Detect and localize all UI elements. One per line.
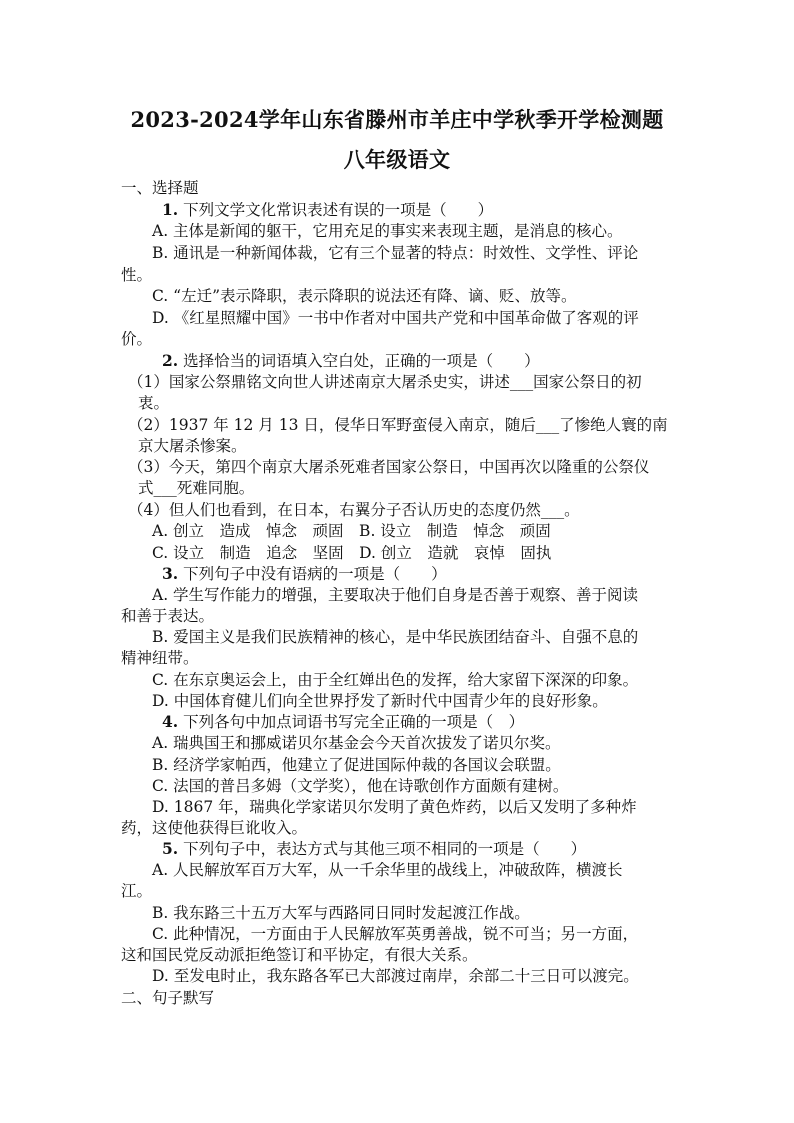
options-c-d: C. 设立 制造 追念 坚固 D. 创立 造就 哀悼 固执 xyxy=(152,544,552,562)
option-a: A. 人民解放军百万大军，从一千余华里的战线上，冲破敌阵，横渡长 xyxy=(152,861,623,879)
option-b: B. 我东路三十五万大军与西路同日同时发起渡江作战。 xyxy=(152,904,530,922)
question-number: 3. xyxy=(162,564,179,583)
sub-item-2-cont: 京大屠杀惨案。 xyxy=(138,437,247,455)
option-d: D. 中国体育健儿们向全世界抒发了新时代中国青少年的良好形象。 xyxy=(152,692,608,710)
option-a: A. 主体是新闻的躯干，它用充足的事实来表现主题，是消息的核心。 xyxy=(152,222,623,240)
option-a-cont: 江。 xyxy=(121,882,153,900)
sub-item-4: （4）但人们也看到，在日本，右翼分子否认历史的态度仍然___。 xyxy=(128,501,580,519)
option-d: D. 《红星照耀中国》一书中作者对中国共产党和中国革命做了客观的评 xyxy=(152,309,639,327)
option-d-cont: 价。 xyxy=(121,330,153,348)
option-c: C. 此种情况，一方面由于人民解放军英勇善战，锐不可当；另一方面， xyxy=(152,925,639,943)
sub-item-3-cont: 式___死难同胞。 xyxy=(138,479,255,497)
option-b-cont: 精神纽带。 xyxy=(121,649,199,667)
sub-item-1-cont: 衷。 xyxy=(138,394,170,412)
document-title: 2023-2024学年山东省滕州市羊庄中学秋季开学检测题 xyxy=(130,107,664,132)
question-5 xyxy=(162,839,586,859)
option-d: D. 1867 年，瑞典化学家诺贝尔发明了黄色炸药，以后又发明了多种炸 xyxy=(152,798,637,816)
option-b: B. 通讯是一种新闻体裁，它有三个显著的特点：时效性、文学性、评论 xyxy=(152,244,639,262)
option-d: D. 至发电时止，我东路各军已大部渡过南岸，余部二十三日可以渡完。 xyxy=(152,967,639,985)
question-number: 5. xyxy=(162,839,179,858)
question-stem: 下列句子中没有语病的一项是（ ） xyxy=(183,565,447,583)
option-a: A. 瑞典国王和挪威诺贝尔基金会今天首次拔发了诺贝尔奖。 xyxy=(152,734,561,752)
sub-item-3: （3）今天，第四个南京大屠杀死难者国家公祭日，中国再次以隆重的公祭仪 xyxy=(128,458,650,476)
option-b-cont: 性。 xyxy=(121,266,153,284)
question-1 xyxy=(162,200,493,220)
question-number: 4. xyxy=(162,712,179,731)
question-3 xyxy=(162,564,447,584)
option-c-cont: 这和国民党反动派拒绝签订和平协定，有很大关系。 xyxy=(121,946,478,964)
option-c: C. 法国的普吕多姆（文学奖），他在诗歌创作方面颇有建树。 xyxy=(152,777,569,795)
document-subtitle: 八年级语文 xyxy=(343,147,451,172)
sub-item-2: （2）1937 年 12 月 13 日，侵华日军野蛮侵入南京，随后___了惨绝人寰的南 xyxy=(128,416,668,434)
option-c: C. 在东京奥运会上，由于全红婵出色的发挥，给大家留下深深的印象。 xyxy=(152,671,639,689)
question-stem: 下列各句中加点词语书写完全正确的一项是（ ） xyxy=(183,713,525,731)
question-number: 1. xyxy=(162,200,179,219)
options-a-b: A. 创立 造成 悼念 顽固 B. 设立 制造 悼念 顽固 xyxy=(152,522,551,540)
option-a: A. 学生写作能力的增强，主要取决于他们自身是否善于观察、善于阅读 xyxy=(152,586,639,604)
option-a-cont: 和善于表达。 xyxy=(121,607,215,625)
option-b: B. 经济学家帕西，他建立了促进国际仲裁的各国议会联盟。 xyxy=(152,756,561,774)
question-2 xyxy=(162,351,540,371)
sub-item-1: （1）国家公祭鼎铭文向世人讲述南京大屠杀史实，讲述___国家公祭日的初 xyxy=(128,373,642,391)
question-stem: 下列文学文化常识表述有误的一项是（ ） xyxy=(183,201,494,219)
option-d-cont: 药，这使他获得巨讹收入。 xyxy=(121,819,308,837)
option-c: C. “左迁”表示降职，表示降职的说法还有降、谪、贬、放等。 xyxy=(152,287,577,305)
option-b: B. 爱国主义是我们民族精神的核心，是中华民族团结奋斗、自强不息的 xyxy=(152,628,639,646)
section-heading-choice: 一、选择题 xyxy=(121,179,199,197)
question-stem: 选择恰当的词语填入空白处，正确的一项是（ ） xyxy=(183,352,540,370)
question-stem: 下列句子中，表达方式与其他三项不相同的一项是（ ） xyxy=(183,840,587,858)
section-heading-dictation: 二、句子默写 xyxy=(121,989,215,1007)
question-number: 2. xyxy=(162,351,179,370)
question-4 xyxy=(162,712,524,732)
